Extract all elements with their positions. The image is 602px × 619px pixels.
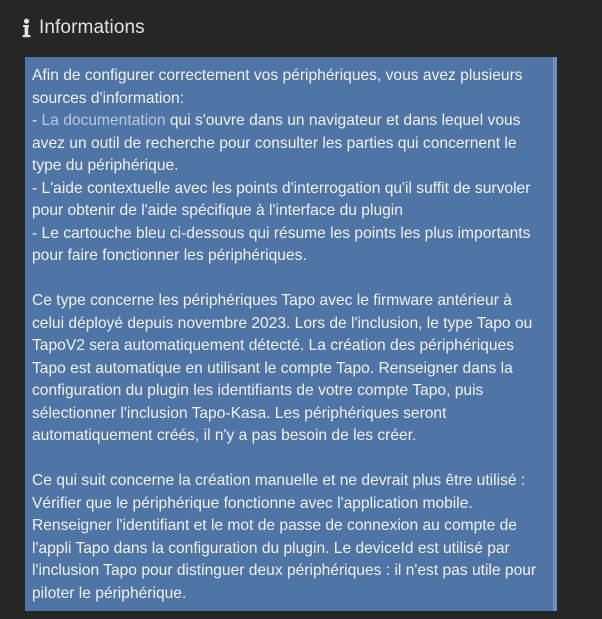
manual-creation-instructions: Renseigner l'identifiant et le mot de passe de connexion au compte de l'appli Tapo dans la configuration du plugin. Le deviceId est utilisé par l'inclusion Tapo pour distinguer deux périphériques : il n'est pas utile pour piloter le périphérique. [32,517,537,602]
paragraph-spacer [32,268,548,291]
info-panel-text [32,65,548,605]
info-icon [22,17,31,39]
documentation-link[interactable]: La documentation [41,112,166,129]
bullet-contextual-help: - L'aide contextuelle avec les points d'interrogation qu'il suffit de survoler pour obtenir de l'aide spécifique à l'interface du plugin [32,179,531,219]
bottom-strip [0,611,602,619]
bullet-blue-cartouche: - Le cartouche bleu ci-dessous qui résume les points les plus importants pour faire fonctionner les périphériques. [32,224,531,264]
paragraph-spacer [32,448,548,471]
section-header [22,14,145,42]
section-title: Informations [39,17,145,38]
intro-paragraph [32,65,548,268]
tapo-firmware-paragraph: Ce type concerne les périphériques Tapo avec le firmware antérieur à celui déployé depuis novembre 2023. Lors de l'inclusion, le type Tapo ou TapoV2 sera automatiquement détecté. La création des périphériques Tapo est automatique en utilisant le compte Tapo. Renseigner dans la configuration du plugin les identifiants de votre compte Tapo, puis sélectionner l'inclusion Tapo-Kasa. Les périphériques seront automatiquement créés, il n'y a pas besoin de les créer. [32,292,533,444]
bullet-documentation-prefix: - [32,112,42,129]
manual-creation-check: Vérifier que le périphérique fonctionne avec l'application mobile. [32,494,473,512]
info-panel [25,57,557,611]
manual-creation-intro: Ce qui suit concerne la création manuelle et ne devrait plus être utilisé : [32,472,526,489]
intro-text: Afin de configurer correctement vos périphériques, vous avez plusieurs sources d'information: [32,67,523,107]
manual-creation-paragraph [32,470,548,605]
bullet-documentation-text: qui s'ouvre dans un navigateur et dans lequel vous avez un outil de recherche pour consulter les parties qui concernent le type du périphérique. [32,112,521,174]
